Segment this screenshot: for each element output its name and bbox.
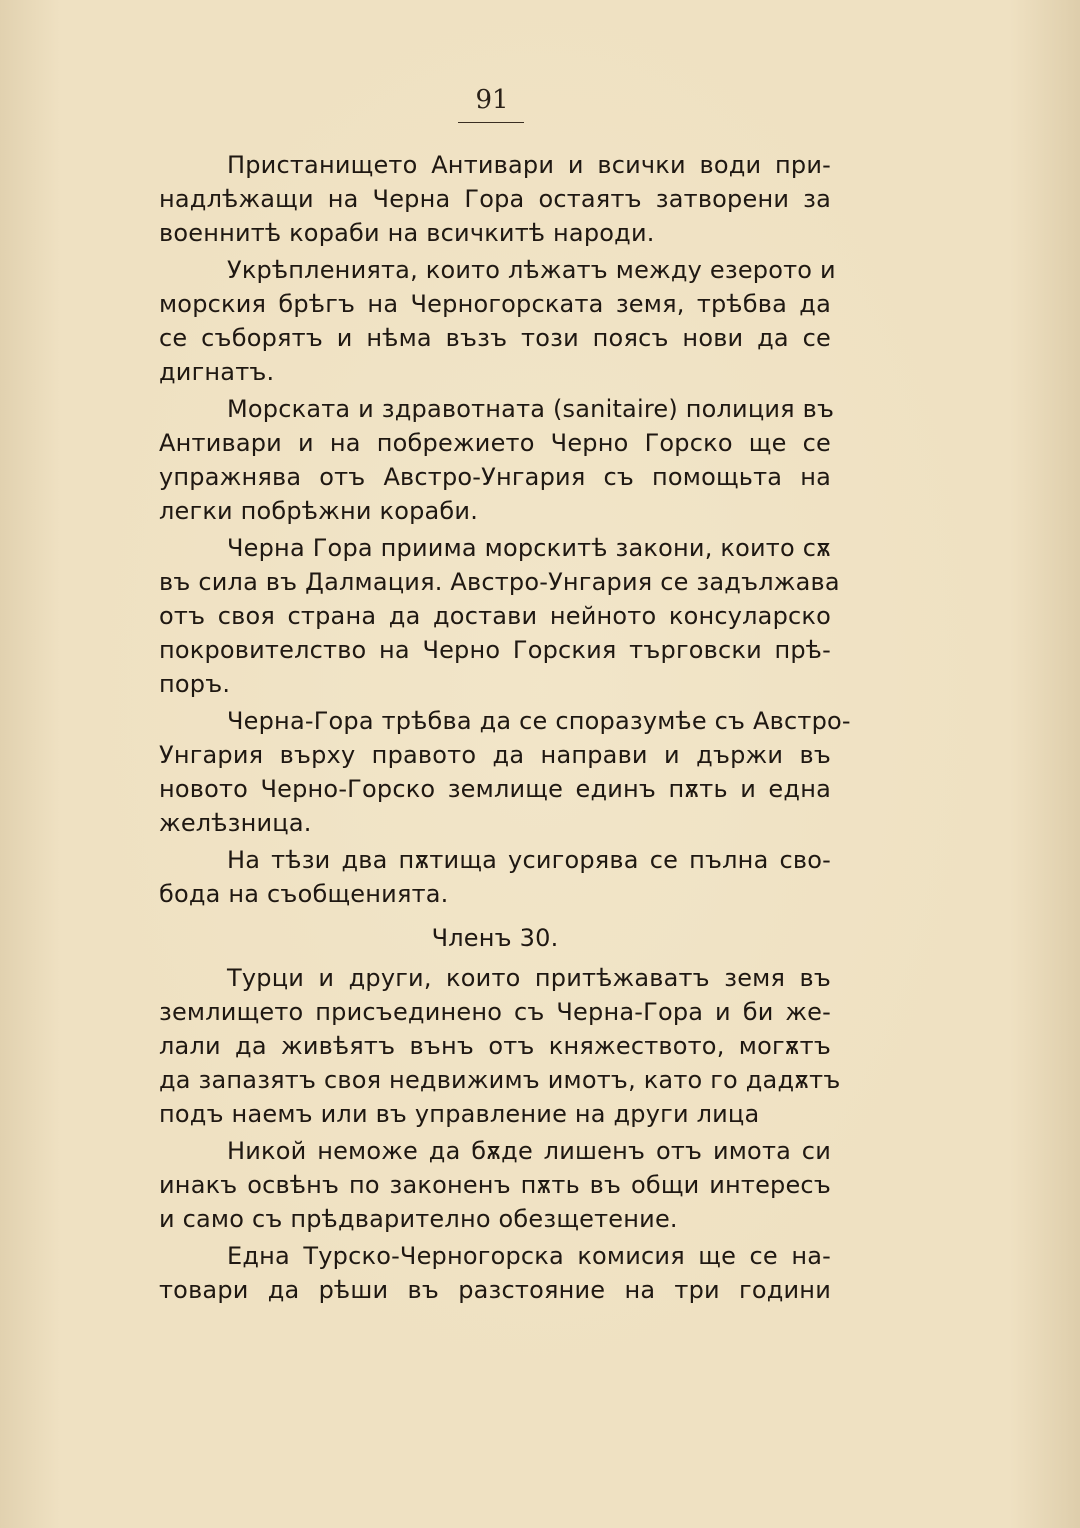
text-line: Турци и други, които притѣжаватъ земя въ: [227, 964, 831, 992]
page-body: [159, 148, 851, 1310]
text-line: бода на съобщенията.: [159, 880, 449, 908]
paragraph: [159, 148, 831, 250]
text-line: Унгария върху правото да направи и държи въ: [159, 741, 831, 769]
text-line: товари да рѣши въ разстояние на три години: [159, 1276, 831, 1304]
text-line: Черна-Гора трѣбва да се споразумѣе съ Австро-: [227, 707, 851, 735]
page-number: 91: [475, 85, 509, 115]
text-line: дигнатъ.: [159, 358, 275, 386]
text-line: Антивари и на побрежието Черно Горско ще се: [159, 429, 831, 457]
text-line: подъ наемъ или въ управление на други лица: [159, 1100, 760, 1128]
text-line: покровителство на Черно Горския търговски прѣ-: [159, 636, 831, 664]
text-line: желѣзница.: [159, 809, 312, 837]
text-line: легки побрѣжни кораби.: [159, 497, 479, 525]
text-line: упражнява отъ Австро-Унгария съ помощьта на: [159, 463, 831, 491]
text-line: отъ своя страна да достави нейното консуларско: [159, 602, 831, 630]
paragraph: [159, 1239, 831, 1307]
text-line: землището присъединено съ Черна-Гора и би же-: [159, 998, 831, 1026]
paragraph: [159, 253, 836, 389]
paragraph: [159, 392, 835, 528]
text-line: Черна Гора приима морскитѣ закони, които сѫ: [227, 534, 831, 562]
text-line: поръ.: [159, 670, 231, 698]
paragraph: [159, 531, 840, 701]
paragraph: [159, 843, 831, 911]
text-line: въ сила въ Далмация. Австро-Унгария се задължава: [159, 568, 840, 596]
text-line: морския брѣгъ на Черногорската земя, трѣбва да: [159, 290, 831, 318]
text-line: Морската и здравотната (sanitaire) полиция въ: [227, 395, 835, 423]
text-line: се съборятъ и нѣма възъ този поясъ нови да се: [159, 324, 831, 352]
text-line: инакъ освѣнъ по законенъ пѫть въ общи интересъ: [159, 1171, 831, 1199]
text-line: да запазятъ своя недвижимъ имотъ, като го дадѫтъ: [159, 1066, 841, 1094]
text-line: военнитѣ кораби на всичкитѣ народи.: [159, 219, 655, 247]
paragraph: [159, 704, 851, 840]
paragraph: [159, 1134, 831, 1236]
text-line: надлѣжащи на Черна Гора остаятъ затворени за: [159, 185, 831, 213]
text-line: Никой неможе да бѫде лишенъ отъ имота си: [227, 1137, 831, 1165]
text-line: Укрѣпленията, които лѣжатъ между езерото и: [227, 256, 836, 284]
text-line: На тѣзи два пѫтища усигорява се пълна сво-: [227, 846, 831, 874]
article-heading: Членъ 30.: [431, 924, 559, 952]
paragraph: [159, 961, 841, 1131]
text-line: новото Черно-Горско землище единъ пѫть и една: [159, 775, 831, 803]
text-line: лали да живѣятъ вънъ отъ княжеството, могѫтъ: [159, 1032, 831, 1060]
text-line: Една Турско-Черногорска комисия ще се на-: [227, 1242, 831, 1270]
page-number-rule: [458, 122, 524, 123]
text-line: и само съ прѣдварително обезщетение.: [159, 1205, 678, 1233]
text-line: Пристанището Антивари и всички води при-: [227, 151, 831, 179]
